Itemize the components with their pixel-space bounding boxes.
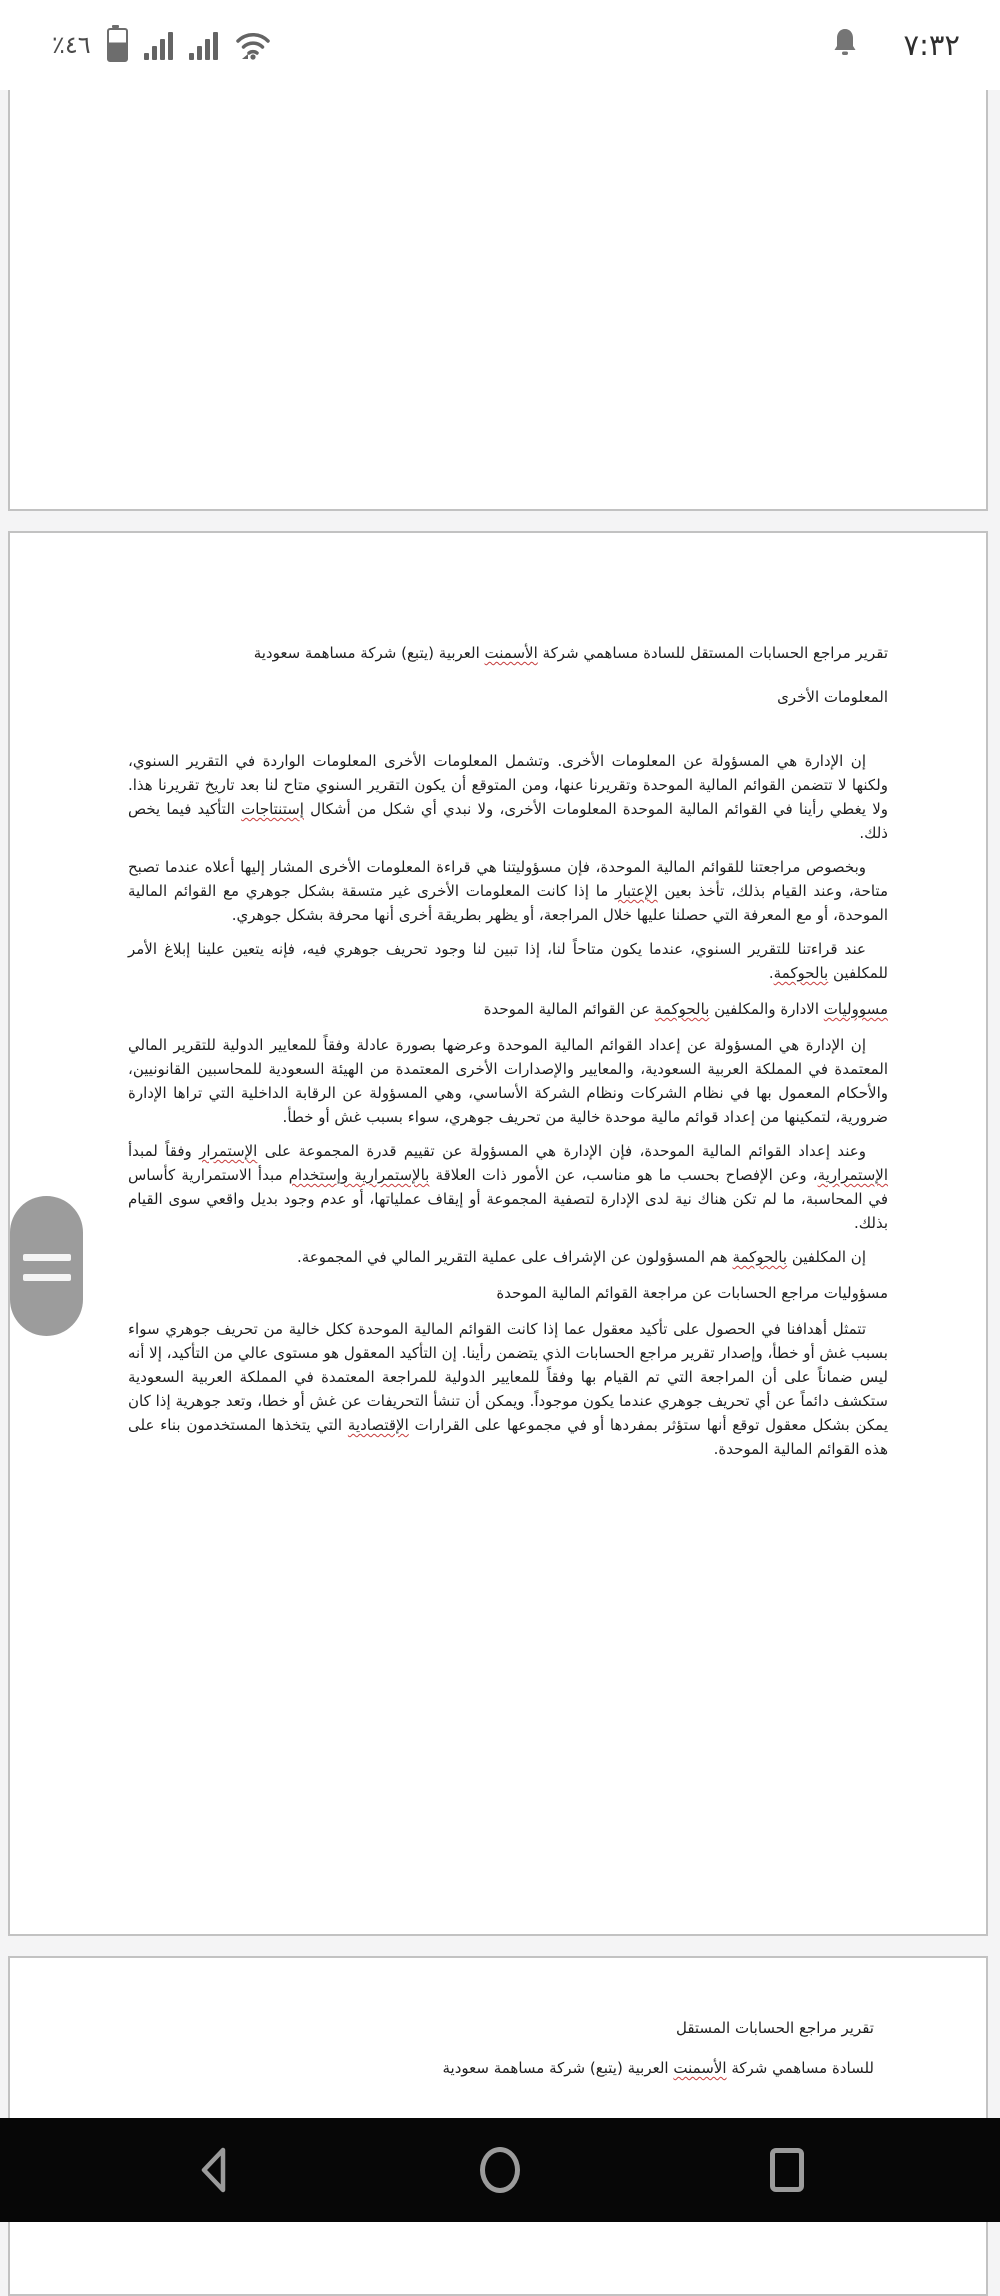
clock: ٧:٣٢ xyxy=(903,28,960,62)
back-icon xyxy=(198,2145,228,2195)
doc-para xyxy=(128,749,888,845)
text-segment: العربية (يتبع) شركة مساهمة سعودية xyxy=(253,644,485,662)
status-bar xyxy=(0,0,1000,90)
doc-para xyxy=(128,855,888,927)
doc-title xyxy=(128,641,888,665)
text-segment: مبدأ الاستمرارية كأساس في المحاسبة، ما لم تكن هناك نية لدى الإدارة لتصفية المجموعة أو إيقاف عملياتها، أو عدم وجود بديل واقعي سوى القيام بذلك. xyxy=(128,1166,888,1232)
signal-icon xyxy=(144,30,173,60)
misspelled-word: بالحوكمة xyxy=(773,964,829,982)
text-segment: الادارة والمكلفين xyxy=(709,1000,824,1018)
text-segment: إن المكلفين xyxy=(787,1248,866,1266)
doc-para xyxy=(128,1317,888,1461)
doc-subtitle xyxy=(128,685,888,709)
doc-line xyxy=(128,2008,874,2048)
misspelled-word: إستنتاجات xyxy=(241,800,304,818)
misspelled-word: الإستمرارية xyxy=(817,1166,889,1184)
status-left-cluster xyxy=(52,0,272,90)
misspelled-word: الأسمنت xyxy=(484,644,538,662)
drag-handle-icon xyxy=(23,1254,71,1261)
misspelled-word: الإستمرار xyxy=(199,1142,258,1160)
text-segment: التأكيد فيما يخص ذلك. xyxy=(128,800,888,842)
text-segment: ، وعن الإفصاح بحسب ما هو مناسب، عن الأمور ذات العلاقة xyxy=(429,1166,818,1184)
doc-para xyxy=(128,1033,888,1129)
doc-line xyxy=(128,2048,874,2088)
misspelled-word: الأسمنت xyxy=(673,2059,727,2077)
text-segment: تقرير مراجع الحسابات المستقل xyxy=(675,2019,874,2037)
battery-icon xyxy=(107,28,128,62)
battery-percent: ٪٤٦ xyxy=(52,31,91,59)
recents-icon xyxy=(770,2148,804,2192)
text-segment: إن الإدارة هي المسؤولة عن المعلومات الأخرى. وتشمل المعلومات الأخرى المعلومات الواردة في التقرير السنوي، ولكنها لا تتضمن القوائم المالية الموحدة وتقريرنا عنها، ومن المتوقع أن يكون التقرير السنوي متاح لنا بعد تاريخ تقريرنا هذا. ولا يغطي رأينا في القوائم المالية الموحدة المعلومات الأخرى، ولا نبدي أي شكل من أشكال xyxy=(128,752,888,818)
misspelled-word: بالحوكمة xyxy=(654,1000,710,1018)
text-segment: التي يتخذها المستخدمون بناء على هذه القوائم المالية الموحدة. xyxy=(128,1416,888,1458)
text-segment: . xyxy=(768,964,774,982)
status-right-cluster xyxy=(830,0,961,90)
signal-icon xyxy=(189,30,218,60)
doc-para xyxy=(128,1139,888,1235)
text-segment: المعلومات الأخرى xyxy=(777,688,888,706)
pdf-page-current[interactable] xyxy=(8,531,988,1936)
text-segment: هم المسؤولون عن الإشراف على عملية التقرير المالي في المجموعة. xyxy=(296,1248,733,1266)
document-text xyxy=(10,1958,986,2088)
doc-heading xyxy=(128,1281,888,1305)
text-segment: إن الإدارة هي المسؤولة عن إعداد القوائم المالية الموحدة وعرضها بصورة عادلة وفقاً للمعايير الدولية للتقرير المالي المعتمدة في المملكة العربية السعودية، والمعايير والإصدارات الأخرى المعتمدة من الهيئة السعودية للمحاسبين القانونيين، والأحكام المعمول بها في نظام الشركات ونظام الشركة الأساسي، وهي المسؤولة عن الرقابة الداخلية التي تراها الإدارة ضرورية، لتمكينها من إعداد قوائم مالية موحدة خالية من تحريف جوهري، سواء بسبب غش أو خطأ. xyxy=(128,1036,888,1126)
wifi-icon xyxy=(234,30,272,60)
doc-heading xyxy=(128,997,888,1021)
text-segment: عن القوائم المالية الموحدة xyxy=(483,1000,655,1018)
text-segment: وبخصوص مراجعتنا للقوائم المالية الموحدة، فإن مسؤوليتنا هي قراءة المعلومات الأخرى المشار إليها أعلاه عندما تصبح متاحة، وعند القيام بذلك، تأخذ بعين xyxy=(128,858,888,900)
misspelled-word: الإعتبار xyxy=(615,882,658,900)
text-segment: عند قراءتنا للتقرير السنوي، عندما يكون متاحاً لنا، إذا تبين لنا وجود تحريف جوهري فيه، فإنه يتعين علينا إبلاغ الأمر للمكلفين xyxy=(128,940,888,982)
document-text xyxy=(10,533,986,1461)
doc-para xyxy=(128,937,888,985)
recents-button[interactable] xyxy=(727,2118,847,2222)
text-segment: ما إذا كانت المعلومات الأخرى غير متسقة بشكل جوهري مع القوائم المالية الموحدة، أو مع المعرفة التي حصلنا عليها خلال المراجعة، أو يظهر بطريقة أخرى أنها محرفة بشكل جوهري. xyxy=(128,882,888,924)
home-icon xyxy=(480,2147,520,2193)
misspelled-word: بالإستمرارية وإستخدام xyxy=(288,1166,430,1184)
back-button[interactable] xyxy=(153,2118,273,2222)
text-segment: وعند إعداد القوائم المالية الموحدة، فإن الإدارة هي المسؤولة عن تقييم قدرة المجموعة على xyxy=(257,1142,867,1160)
misspelled-word: مسووليات xyxy=(823,1000,888,1018)
text-segment: تقرير مراجع الحسابات المستقل للسادة مساهمي شركة xyxy=(537,644,888,662)
text-segment: مسؤوليات مراجع الحسابات عن مراجعة القوائم المالية الموحدة xyxy=(496,1284,888,1302)
text-segment: تتمثل أهدافنا في الحصول على تأكيد معقول عما إذا كانت القوائم المالية الموحدة ككل خالية من تحريف جوهري سواء بسبب غش أو خطأ، وإصدار تقرير مراجع الحسابات الذي يتضمن رأينا. إن التأكيد المعقول هو مستوى عالي من التأكيد، إلا أنه ليس ضماناً على أن المراجعة التي تم القيام بها وفقاً للمعايير الدولية للمراجعة المعتمدة في المملكة العربية السعودية ستكشف دائماً عن أي تحريف جوهري عندما يكون موجوداً. ويمكن أن تنشأ التحريفات عن غش أو خطا، وتعد جوهرية إذا كان يمكن بشكل معقول توقع أنها ستؤثر بمفردها أو في مجموعها على القرارات xyxy=(128,1320,889,1434)
misspelled-word: الإقتصادية xyxy=(347,1416,409,1434)
scroll-handle[interactable] xyxy=(10,1196,83,1336)
pdf-page-previous[interactable] xyxy=(8,88,988,511)
bell-icon xyxy=(830,26,860,64)
text-segment: وفقاً لمبدأ xyxy=(128,1142,200,1160)
text-segment: للسادة مساهمي شركة xyxy=(726,2059,874,2077)
home-button[interactable] xyxy=(440,2118,560,2222)
drag-handle-icon xyxy=(23,1274,71,1281)
misspelled-word: بالحوكمة xyxy=(732,1248,788,1266)
text-segment: العربية (يتبع) شركة مساهمة سعودية xyxy=(442,2059,674,2077)
android-nav-bar xyxy=(0,2118,1000,2222)
doc-para xyxy=(128,1245,888,1269)
